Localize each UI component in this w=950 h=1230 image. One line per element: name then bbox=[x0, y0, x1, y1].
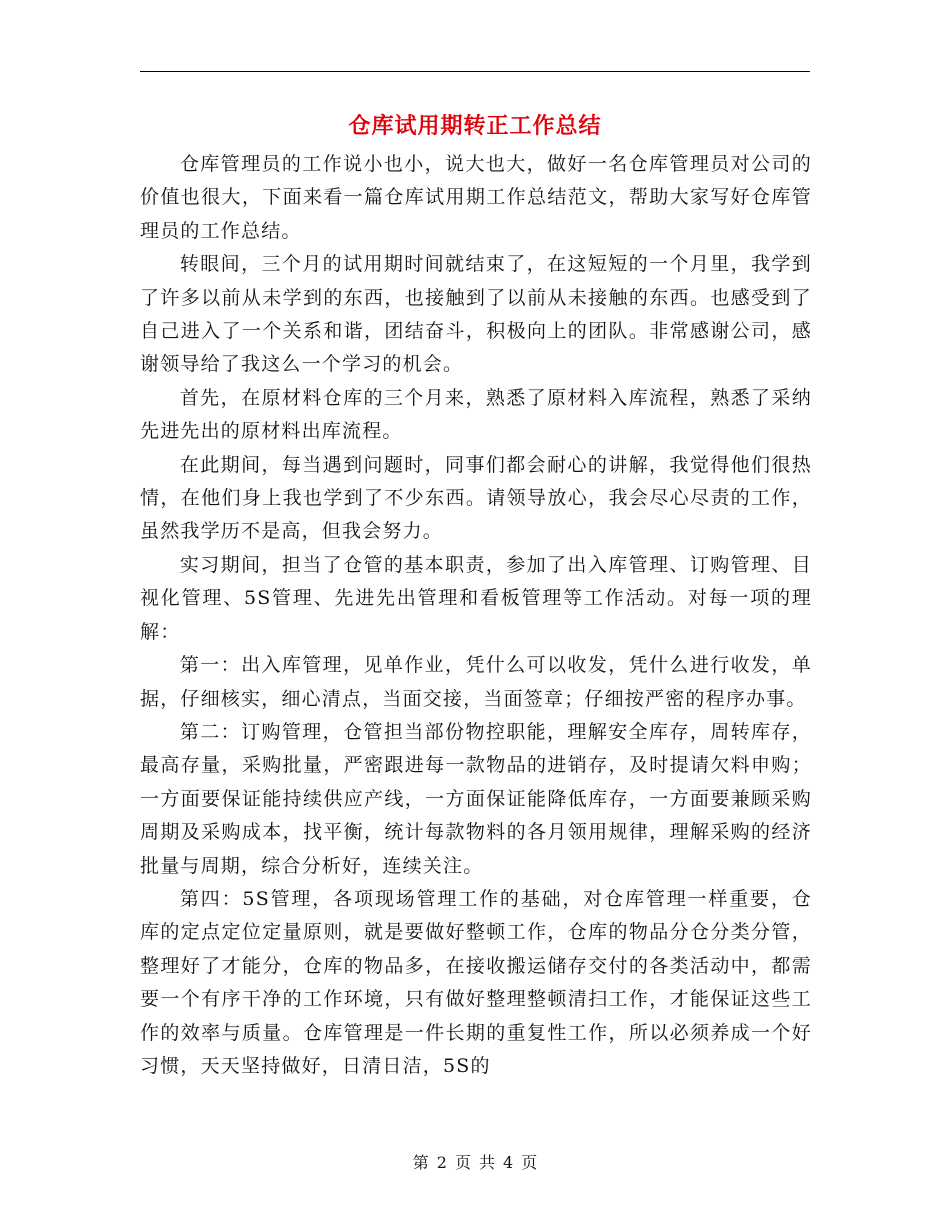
paragraph: 实习期间，担当了仓管的基本职责，参加了出入库管理、订购管理、目视化管理、5S管理、先进先出管理和看板管理等工作活动。对每一项的理解： bbox=[140, 553, 812, 643]
header-rule bbox=[140, 71, 810, 72]
total-unit: 页 bbox=[521, 1153, 538, 1172]
page-footer bbox=[0, 1152, 950, 1174]
total-label: 共 bbox=[479, 1153, 496, 1172]
paragraph: 仓库管理员的工作说小也小，说大也大，做好一名仓库管理员对公司的价值也很大，下面来看一篇仓库试用期工作总结范文，帮助大家写好仓库管理员的工作总结。 bbox=[140, 153, 812, 242]
paragraph: 转眼间，三个月的试用期时间就结束了，在这短短的一个月里，我学到了许多以前从未学到的东西，也接触到了以前从未接触的东西。也感受到了自己进入了一个关系和谐，团结奋斗，积极向上的团队。非常感谢公司，感谢领导给了我这么一个学习的机会。 bbox=[140, 253, 812, 376]
page-label: 第 bbox=[412, 1153, 429, 1172]
document-body bbox=[140, 148, 812, 1083]
paragraph: 第二：订购管理，仓管担当部份物控职能，理解安全库存，周转库存，最高存量，采购批量，严密跟进每一款物品的进销存，及时提请欠料申购；一方面要保证能持续供应产线，一方面保证能降低库存，一方面要兼顾采购周期及采购成本，找平衡，统计每款物料的各月领用规律，理解采购的经济批量与周期，综合分析好，连续关注。 bbox=[140, 720, 812, 877]
paragraph: 在此期间，每当遇到问题时，同事们都会耐心的讲解，我觉得他们很热情，在他们身上我也学到了不少东西。请领导放心，我会尽心尽责的工作，虽然我学历不是高，但我会努力。 bbox=[140, 453, 812, 543]
paragraph: 第一：出入库管理，见单作业，凭什么可以收发，凭什么进行收发，单据，仔细核实，细心清点，当面交接，当面签章；仔细按严密的程序办事。 bbox=[140, 654, 812, 710]
paragraph: 第四：5S管理，各项现场管理工作的基础，对仓库管理一样重要，仓库的定点定位定量原则，就是要做好整顿工作，仓库的物品分仓分类分管，整理好了才能分，仓库的物品多，在接收搬运储存交付的各类活动中，都需要一个有序干净的工作环境，只有做好整理整顿清扫工作，才能保证这些工作的效率与质量。仓库管理是一件长期的重复性工作，所以必须养成一个好习惯，天天坚持做好，日清日洁，5S的 bbox=[140, 887, 812, 1077]
document-title: 仓库试用期转正工作总结 bbox=[348, 113, 602, 139]
paragraph: 首先，在原材料仓库的三个月来，熟悉了原材料入库流程，熟悉了采纳先进先出的原材料出库流程。 bbox=[140, 386, 812, 443]
total-pages-number: 4 bbox=[503, 1153, 514, 1172]
current-page-number: 2 bbox=[436, 1153, 447, 1172]
page-unit: 页 bbox=[454, 1153, 471, 1172]
